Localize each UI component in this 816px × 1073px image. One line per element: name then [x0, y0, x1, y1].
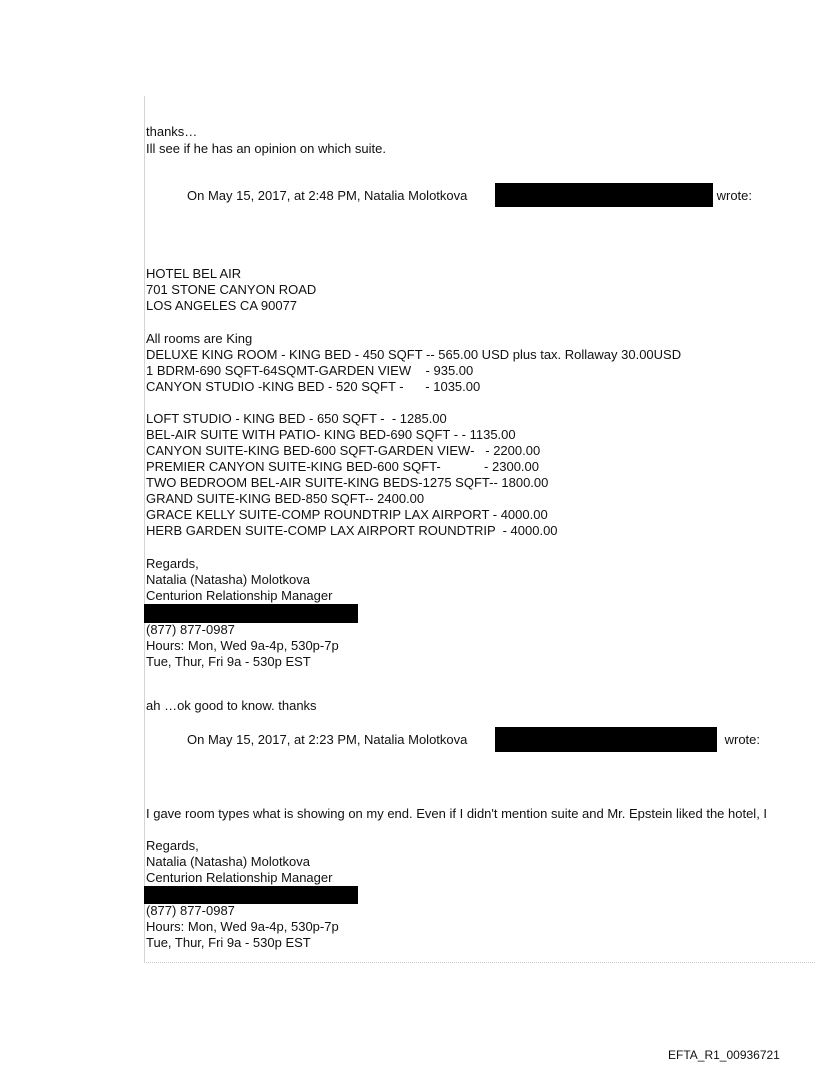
- room-line: 1 BDRM-690 SQFT-64SQMT-GARDEN VIEW - 935.00: [146, 363, 474, 378]
- room-line: GRAND SUITE-KING BED-850 SQFT-- 2400.00: [146, 491, 425, 506]
- signature-phone: (877) 877-0987: [146, 903, 235, 918]
- quote-header-prefix: On May 15, 2017, at 2:48 PM, Natalia Molotkova: [187, 188, 471, 203]
- redaction-block: [495, 727, 717, 752]
- quote-header-suffix: wrote:: [721, 732, 761, 747]
- room-line: CANYON SUITE-KING BED-600 SQFT-GARDEN VIEW- - 2200.00: [146, 443, 541, 458]
- reply-line: thanks…: [146, 124, 198, 139]
- room-line: HERB GARDEN SUITE-COMP LAX AIRPORT ROUNDTRIP - 4000.00: [146, 523, 558, 538]
- signature-name: Natalia (Natasha) Molotkova: [146, 572, 311, 587]
- quote-header-1: [187, 188, 471, 204]
- reply-line: Ill see if he has an opinion on which suite.: [146, 141, 386, 156]
- room-line: DELUXE KING ROOM - KING BED - 450 SQFT -- 565.00 USD plus tax. Rollaway 30.00USD: [146, 347, 682, 362]
- room-line: PREMIER CANYON SUITE-KING BED-600 SQFT- - 2300.00: [146, 459, 539, 474]
- room-line: BEL-AIR SUITE WITH PATIO- KING BED-690 SQFT - - 1135.00: [146, 427, 516, 442]
- redaction-block: [144, 886, 358, 904]
- hotel-city: LOS ANGELES CA 90077: [146, 298, 298, 313]
- signature-hours: Hours: Mon, Wed 9a-4p, 530p-7p: [146, 638, 339, 653]
- signature-name: Natalia (Natasha) Molotkova: [146, 854, 311, 869]
- message-body: I gave room types what is showing on my end. Even if I didn't mention suite and Mr. Epstein liked the hotel, I: [146, 806, 768, 821]
- document-id: EFTA_R1_00936721: [668, 1048, 780, 1062]
- redaction-block: [495, 183, 713, 207]
- reply-line: ah …ok good to know. thanks: [146, 698, 317, 713]
- signature-phone: (877) 877-0987: [146, 622, 235, 637]
- redaction-block: [144, 604, 358, 623]
- signature-title: Centurion Relationship Manager: [146, 870, 333, 885]
- room-line: TWO BEDROOM BEL-AIR SUITE-KING BEDS-1275 SQFT-- 1800.00: [146, 475, 549, 490]
- signature-hours: Hours: Mon, Wed 9a-4p, 530p-7p: [146, 919, 339, 934]
- signature-hours: Tue, Thur, Fri 9a - 530p EST: [146, 935, 311, 950]
- room-line: LOFT STUDIO - KING BED - 650 SQFT - - 1285.00: [146, 411, 447, 426]
- signature-title: Centurion Relationship Manager: [146, 588, 333, 603]
- quote-header-suffix: wrote:: [713, 188, 753, 203]
- room-line: CANYON STUDIO -KING BED - 520 SQFT - - 1035.00: [146, 379, 481, 394]
- signature-hours: Tue, Thur, Fri 9a - 530p EST: [146, 654, 311, 669]
- signature-regards: Regards,: [146, 838, 199, 853]
- room-line: All rooms are King: [146, 331, 253, 346]
- hotel-address: 701 STONE CANYON ROAD: [146, 282, 317, 297]
- quote-header-2: On May 15, 2017, at 2:23 PM, Natalia Molotkova: [187, 732, 471, 747]
- signature-regards: Regards,: [146, 556, 199, 571]
- hotel-name: HOTEL BEL AIR: [146, 266, 242, 281]
- room-line: GRACE KELLY SUITE-COMP ROUNDTRIP LAX AIRPORT - 4000.00: [146, 507, 548, 522]
